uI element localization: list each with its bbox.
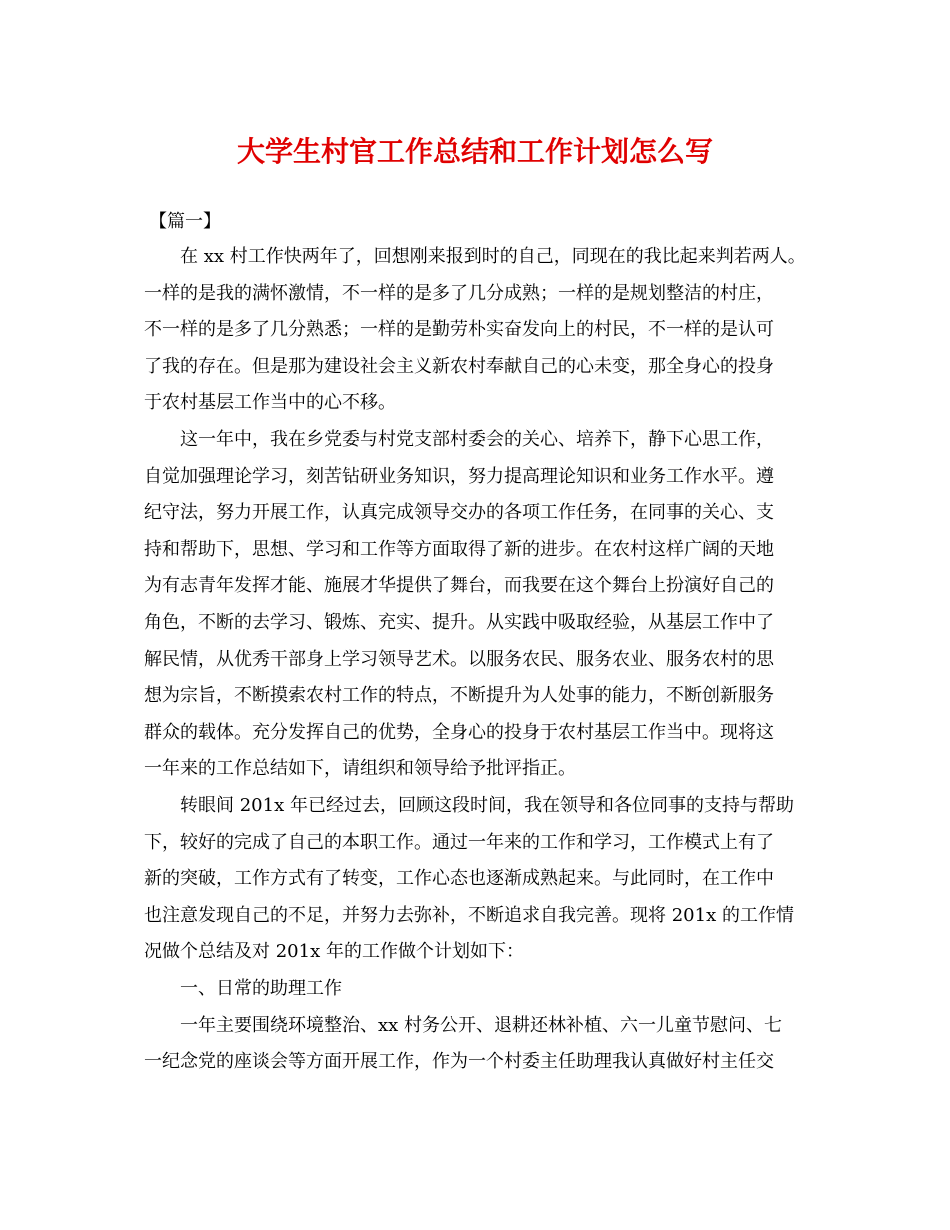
text-line: 一样的是我的满怀激情，不一样的是多了几分成熟；一样的是规划整洁的村庄， [144, 283, 774, 304]
text-line: 一纪念党的座谈会等方面开展工作，作为一个村委主任助理我认真做好村主任交 [144, 1051, 774, 1072]
document-title: 大学生村官工作总结和工作计划怎么写 [236, 135, 713, 168]
text-line: 为有志青年发挥才能、施展才华提供了舞台，而我要在这个舞台上扮演好自己的 [144, 575, 774, 596]
text-line: 这一年中，我在乡党委与村党支部村委会的关心、培养下，静下心思工作， [180, 429, 774, 450]
text-line: 群众的载体。充分发挥自己的优势，全身心的投身于农村基层工作当中。现将这 [144, 722, 774, 743]
text-line: 况做个总结及对 201x 年的工作做个计划如下： [144, 941, 524, 962]
text-line: 在 xx 村工作快两年了，回想刚来报到时的自己，同现在的我比起来判若两人。 [180, 246, 806, 267]
text-line: 了我的存在。但是那为建设社会主义新农村奉献自己的心未变，那全身心的投身 [144, 356, 774, 377]
text-line: 自觉加强理论学习，刻苦钻研业务知识，努力提高理论知识和业务工作水平。遵 [144, 466, 774, 487]
text-line: 新的突破，工作方式有了转变，工作心态也逐渐成熟起来。与此同时，在工作中 [144, 868, 774, 889]
section-label: 【篇一】 [149, 211, 221, 232]
text-line: 下，较好的完成了自己的本职工作。通过一年来的工作和学习，工作模式上有了 [144, 832, 774, 853]
heading-line: 一、日常的助理工作 [180, 978, 342, 999]
text-line: 纪守法，努力开展工作，认真完成领导交办的各项工作任务，在同事的关心、支 [144, 502, 774, 523]
text-line: 一年来的工作总结如下，请组织和领导给予批评指正。 [144, 758, 576, 779]
text-line: 也注意发现自己的不足，并努力去弥补，不断追求自我完善。现将 201x 的工作情 [144, 905, 794, 926]
text-line: 持和帮助下，思想、学习和工作等方面取得了新的进步。在农村这样广阔的天地 [144, 539, 774, 560]
text-line: 转眼间 201x 年已经过去，回顾这段时间，我在领导和各位同事的支持与帮助 [180, 795, 794, 816]
text-line: 不一样的是多了几分熟悉；一样的是勤劳朴实奋发向上的村民，不一样的是认可 [144, 319, 774, 340]
text-line: 一年主要围绕环境整治、xx 村务公开、退耕还林补植、六一儿童节慰问、七 [180, 1015, 783, 1036]
text-line: 于农村基层工作当中的心不移。 [144, 392, 396, 413]
text-line: 角色，不断的去学习、锻炼、充实、提升。从实践中吸取经验，从基层工作中了 [144, 612, 774, 633]
text-line: 想为宗旨，不断摸索农村工作的特点，不断提升为人处事的能力，不断创新服务 [144, 685, 774, 706]
text-line: 解民情，从优秀干部身上学习领导艺术。以服务农民、服务农业、服务农村的思 [144, 649, 774, 670]
